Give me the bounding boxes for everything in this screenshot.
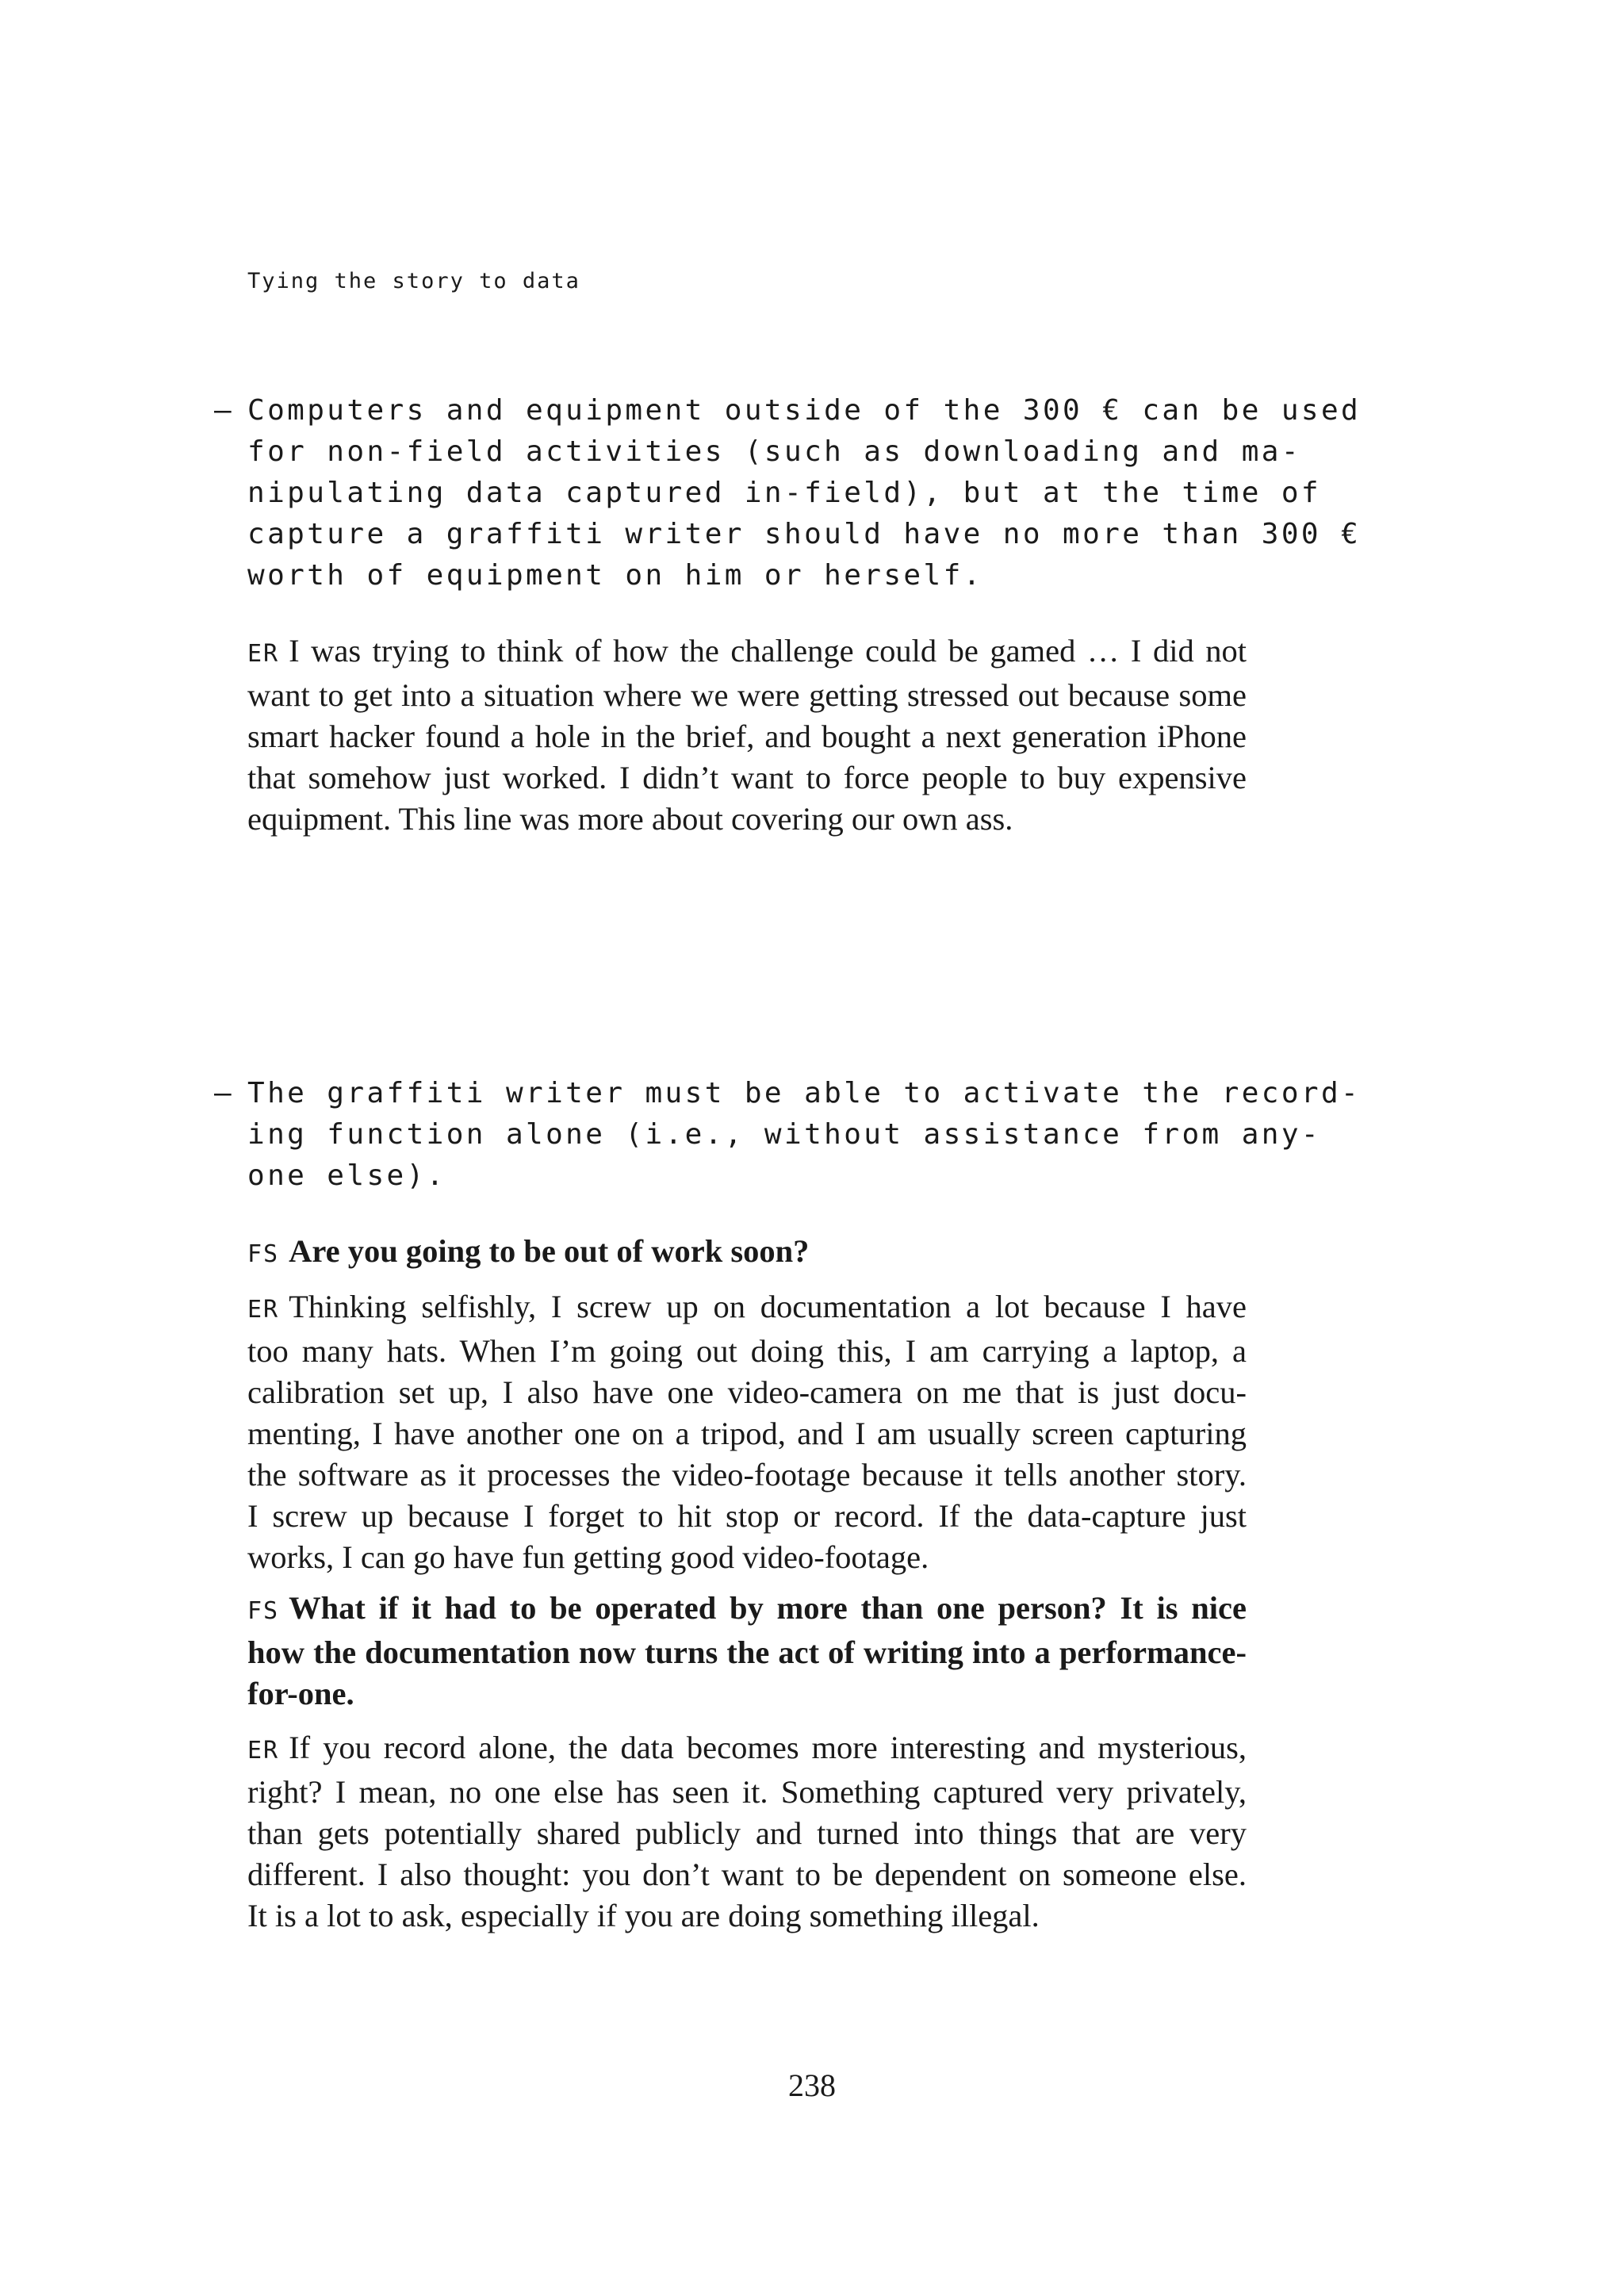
clause-line: The graffiti writer must be able to activate the record-: [247, 1077, 1362, 1109]
dialogue-line: the software as it processes the video-footage because it tells another story.: [247, 1457, 1247, 1493]
clause-line: worth of equipment on him or herself.: [247, 559, 983, 592]
clause-line: for non-field activities (such as downloading and ma-: [247, 435, 1301, 468]
dialogue-line: menting, I have another one on a tripod, and I am usually screen capturing: [247, 1416, 1247, 1451]
clause-line: Computers and equipment outside of the 300 € can be used: [247, 394, 1362, 427]
dialogue-line: how the documentation now turns the act of writing into a performance-: [247, 1634, 1247, 1670]
clause-line: nipulating data captured in-field), but at the time of: [247, 477, 1321, 509]
speaker-label: ER: [247, 1296, 280, 1324]
dialogue-er-response: [247, 630, 1247, 840]
dialogue-line: ER I was trying to think of how the challenge could be gamed … I did not: [247, 633, 1247, 669]
clause-dash: –: [214, 394, 235, 427]
speaker-label: FS: [247, 1597, 280, 1625]
dialogue-er-response: [247, 1727, 1247, 1937]
dialogue-line: FS Are you going to be out of work soon?: [247, 1233, 810, 1269]
dialogue-er-response: [247, 1286, 1247, 1578]
clause-line: one else).: [247, 1159, 446, 1192]
dialogue-line: smart hacker found a hole in the brief, and bought a next generation iPhone: [247, 718, 1247, 754]
dialogue-line: FS What if it had to be operated by more than one person? It is nice: [247, 1590, 1247, 1626]
speaker-label: ER: [247, 1737, 280, 1765]
dialogue-line: that somehow just worked. I didn’t want to force people to buy expensive: [247, 760, 1247, 795]
dialogue-line: ER If you record alone, the data becomes more interesting and mysterious,: [247, 1730, 1247, 1765]
running-header: Tying the story to data: [247, 269, 580, 293]
dialogue-line: want to get into a situation where we were getting stressed out because some: [247, 677, 1247, 713]
dialogue-line: It is a lot to ask, especially if you are doing something illegal.: [247, 1898, 1040, 1933]
clause-line: capture a graffiti writer should have no more than 300 €: [247, 518, 1362, 550]
dialogue-line: works, I can go have fun getting good video-footage.: [247, 1539, 929, 1575]
dialogue-line: than gets potentially shared publicly and turned into things that are very: [247, 1815, 1247, 1851]
clause-line: ing function alone (i.e., without assistance from any-: [247, 1118, 1321, 1151]
dialogue-line: right? I mean, no one else has seen it. Something captured very privately,: [247, 1774, 1247, 1810]
dialogue-line: different. I also thought: you don’t want to be dependent on someone else.: [247, 1857, 1247, 1892]
dialogue-line: I screw up because I forget to hit stop or record. If the data-capture just: [247, 1498, 1247, 1534]
speaker-label: FS: [247, 1240, 280, 1268]
brief-clause-recording: [214, 1073, 1362, 1197]
dialogue-line: ER Thinking selfishly, I screw up on documentation a lot because I have: [247, 1289, 1247, 1324]
brief-clause-equipment: [214, 390, 1362, 596]
clause-dash: –: [214, 1077, 235, 1109]
dialogue-line: calibration set up, I also have one video-camera on me that is just docu-: [247, 1374, 1247, 1410]
dialogue-line: too many hats. When I’m going out doing this, I am carrying a laptop, a: [247, 1333, 1247, 1369]
dialogue-fs-question: [247, 1588, 1247, 1715]
dialogue-line: equipment. This line was more about covering our own ass.: [247, 801, 1013, 837]
page-number: 238: [788, 2067, 836, 2103]
dialogue-fs-question: [247, 1231, 1247, 1275]
speaker-label: ER: [247, 640, 280, 668]
dialogue-line: for-one.: [247, 1676, 354, 1711]
